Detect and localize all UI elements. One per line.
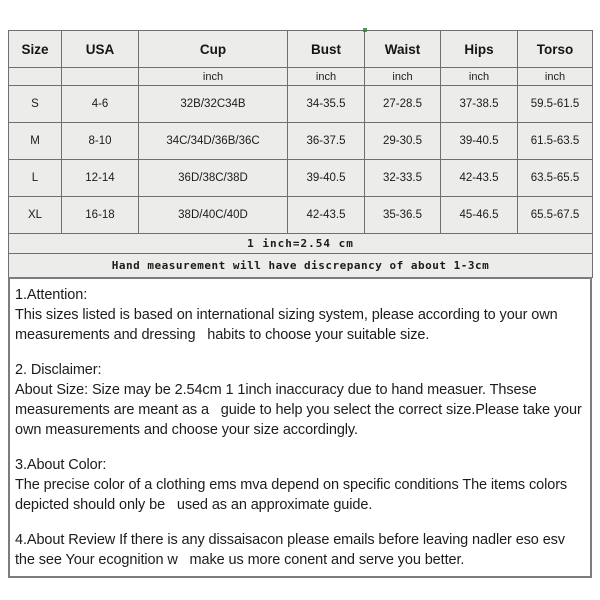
- table-row-s: [9, 86, 593, 123]
- unit-cell: inch: [365, 68, 441, 86]
- table-cell: 32B/32C34B: [139, 86, 288, 123]
- table-row-xl: [9, 197, 593, 234]
- table-cell: 35-36.5: [365, 197, 441, 234]
- table-cell: 38D/40C/40D: [139, 197, 288, 234]
- notes-box: [8, 277, 592, 578]
- table-row-m: [9, 123, 593, 160]
- table-header-row: [9, 31, 593, 68]
- table-cell: 34C/34D/36B/36C: [139, 123, 288, 160]
- table-cell: 16-18: [62, 197, 139, 234]
- attention-section: [15, 285, 585, 345]
- table-cell: 42-43.5: [441, 160, 518, 197]
- about-review-body: 4.About Review If there is any dissaisacon please emails before leaving nadler eso esv the see Your ecognition w make us more conent and serve you better.: [15, 532, 569, 568]
- header-usa: USA: [62, 31, 139, 68]
- disclaimer-body: About Size: Size may be 2.54cm 1 1inch inaccuracy due to hand measuer. Thsese measurements are meant as a guide to help you select the correct size.Please take your own measurements and choose your size accordingly.: [15, 382, 586, 438]
- measurement-note-row: [9, 254, 593, 278]
- unit-row: [9, 68, 593, 86]
- disclaimer-section: [15, 360, 585, 440]
- table-cell: 12-14: [62, 160, 139, 197]
- header-torso: Torso: [518, 31, 593, 68]
- about-review-section: [15, 530, 585, 570]
- table-cell: S: [9, 86, 62, 123]
- unit-cell: inch: [139, 68, 288, 86]
- table-row-l: [9, 160, 593, 197]
- header-waist: Waist: [365, 31, 441, 68]
- measurement-note: Hand measurement will have discrepancy of about 1-3cm: [9, 254, 593, 278]
- about-color-section: [15, 455, 585, 515]
- disclaimer-title: 2. Disclaimer:: [15, 362, 102, 378]
- table-cell: 39-40.5: [441, 123, 518, 160]
- unit-cell: inch: [518, 68, 593, 86]
- table-cell: 59.5-61.5: [518, 86, 593, 123]
- header-bust: Bust: [288, 31, 365, 68]
- header-size: Size: [9, 31, 62, 68]
- attention-title: 1.Attention:: [15, 287, 88, 303]
- table-cell: 27-28.5: [365, 86, 441, 123]
- table-cell: 37-38.5: [441, 86, 518, 123]
- table-cell: 36-37.5: [288, 123, 365, 160]
- conversion-note-row: [9, 234, 593, 254]
- table-cell: 29-30.5: [365, 123, 441, 160]
- table-cell: 4-6: [62, 86, 139, 123]
- header-cup: Cup: [139, 31, 288, 68]
- unit-cell: [9, 68, 62, 86]
- table-cell: 32-33.5: [365, 160, 441, 197]
- table-cell: 36D/38C/38D: [139, 160, 288, 197]
- about-color-title: 3.About Color:: [15, 457, 107, 473]
- unit-cell: inch: [288, 68, 365, 86]
- table-cell: 65.5-67.5: [518, 197, 593, 234]
- unit-cell: inch: [441, 68, 518, 86]
- about-color-body: The precise color of a clothing ems mva depend on specific conditions The items colors depicted should only be used as an approximate guide.: [15, 477, 572, 513]
- table-cell: 34-35.5: [288, 86, 365, 123]
- green-speck-artifact: [363, 28, 367, 32]
- table-cell: L: [9, 160, 62, 197]
- table-cell: M: [9, 123, 62, 160]
- table-cell: XL: [9, 197, 62, 234]
- table-cell: 42-43.5: [288, 197, 365, 234]
- table-cell: 39-40.5: [288, 160, 365, 197]
- table-cell: 8-10: [62, 123, 139, 160]
- conversion-note: 1 inch=2.54 cm: [9, 234, 593, 254]
- table-cell: 61.5-63.5: [518, 123, 593, 160]
- table-cell: 63.5-65.5: [518, 160, 593, 197]
- table-cell: 45-46.5: [441, 197, 518, 234]
- attention-body: This sizes listed is based on international sizing system, please according to your own measurements and dressing habits to choose your suitable size.: [15, 307, 562, 343]
- size-chart-table: [8, 30, 593, 278]
- unit-cell: [62, 68, 139, 86]
- header-hips: Hips: [441, 31, 518, 68]
